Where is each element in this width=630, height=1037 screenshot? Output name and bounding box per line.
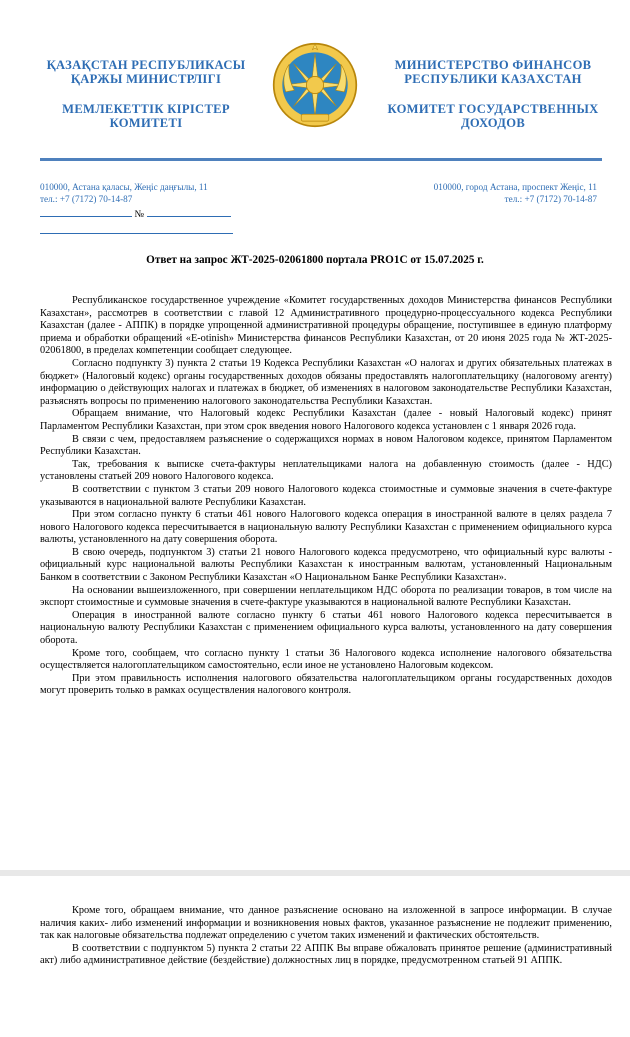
paragraph: Операция в иностранной валюте согласно пункту 6 статьи 461 нового Налогового кодекса пересчитывается в национальную валюту Республики Казахстан с применением официального курса валюты, установленного на дату совершения оборота. — [40, 609, 612, 647]
paragraph: В соответствии с пунктом 3 статьи 209 нового Налогового кодекса стоимостные и суммовые значения в счете-фактуре указываются в национальной валюте Республики Казахстан. — [40, 483, 612, 508]
registration-extra-blank — [40, 233, 233, 234]
paragraph: На основании вышеизложенного, при совершении неплательщиком НДС оборота по реализации товаров, в том числе на экспорт стоимостные и суммовые значения в счете-фактуре указываются в национальной валюте Республики Казахстан. — [40, 584, 612, 609]
address-left — [40, 181, 208, 205]
address-right — [434, 181, 597, 205]
paragraph: Обращаем внимание, что Налоговый кодекс Республики Казахстан (далее - новый Налоговый кодекс) принят Парламентом Республики Казахстан, при этом срок введения нового Налогового кодекса установлен с 1 января 2026 года. — [40, 408, 612, 432]
address-right-line1: 010000, город Астана, проспект Жеңіс, 11 — [433, 182, 597, 192]
header-right-line2: РЕСПУБЛИКИ КАЗАХСТАН — [404, 72, 582, 86]
header-left-kazakh — [30, 58, 262, 130]
registration-date-blank — [40, 206, 132, 217]
header-right-russian — [362, 58, 624, 130]
document-body-page1 — [40, 295, 612, 698]
paragraph: Республиканское государственное учреждение «Комитет государственных доходов Министерства финансов Республики Казахстан», рассмотрев в соответствии с главой 12 Административного процедурно-процессуального кодекса Республики Казахстан (далее - АППК) в порядке упрощенной административной процедуры обращение, поступившее в единую платформу приема и обработки обращений «E-otinish» Министерства финансов Республики Казахстан, от 20 июня 2025 года № ЖТ-2025-02061800, в пределах компетенции сообщает следующее. — [40, 295, 612, 357]
paragraph: Кроме того, сообщаем, что согласно пункту 1 статьи 36 Налогового кодекса исполнение налогового обязательства осуществляется налогоплательщиком самостоятельно, если иное не установлено Налоговым кодексом. — [40, 647, 612, 672]
kazakhstan-emblem-icon — [272, 42, 358, 128]
registration-number-blank — [147, 206, 231, 217]
paragraph: В соответствии с подпунктом 5) пункта 2 статьи 22 АППК Вы вправе обжаловать принятое решение (административный акт) либо административное действие (бездействие) должностных лиц в порядке, предусмотренном статьей 91 АППК. — [40, 942, 612, 967]
paragraph: Так, требования к выписке счета-фактуры неплательщиками налога на добавленную стоимость (далее - НДС) установлены статьей 209 нового Налогового кодекса. — [40, 458, 612, 483]
header-right-line1: МИНИСТЕРСТВО ФИНАНСОВ — [394, 58, 592, 72]
number-sign: № — [134, 209, 145, 220]
registration-number-line — [40, 206, 231, 220]
header-divider — [40, 158, 602, 161]
header-left-line2: ҚАРЖЫ МИНИСТРЛІГІ — [70, 72, 222, 86]
paragraph: При этом правильность исполнения налогового обязательства налогоплательщиком органы государственных доходов могут проверить только в рамках осуществления налогового контроля. — [40, 672, 612, 697]
address-left-line2: тел.: +7 (7172) 70-14-87 — [40, 194, 133, 204]
header-right-line4: ДОХОДОВ — [460, 116, 526, 130]
paragraph: Кроме того, обращаем внимание, что данное разъяснение основано на изложенной в запросе информации. В случае наличия каких- либо изменений информации и возникновения новых фактов, указанное разъяснение не подлежит применению, так как налоговые обязательства подлежат определению с учетом таких изменений и фактических обстоятельств. — [40, 905, 612, 942]
document-body-page2 — [40, 905, 612, 968]
header-left-line4: КОМИТЕТІ — [109, 116, 183, 130]
header-left-line3: МЕМЛЕКЕТТІК КІРІСТЕР — [62, 102, 230, 116]
header-right-line3: КОМИТЕТ ГОСУДАРСТВЕННЫХ — [387, 102, 599, 116]
paragraph: В связи с чем, предоставляем разъяснение о содержащихся нормах в новом Налоговом кодексе, принятом Парламентом Республики Казахстан. — [40, 433, 612, 458]
paragraph: Согласно подпункту 3) пункта 2 статьи 19 Кодекса Республики Казахстан «О налогах и других обязательных платежах в бюджет» (Налоговый кодекс) органы государственных доходов обязаны предоставлять налогоплательщику (налоговому агенту) информацию о действующих налогах и платежах в бюджет, об изменениях в налоговом законодательстве Республики Казахстан, разъяснять вопросы по применению налогового законодательства Республики Казахстан. — [40, 357, 612, 407]
paragraph: При этом согласно пункту 6 статьи 461 нового Налогового кодекса операция в иностранной валюте в целях раздела 7 нового Налогового кодекса пересчитывается в национальную валюту Республики Казахстан с применением официального курса валюты, установленного на дату совершения оборота. — [40, 509, 612, 546]
header-left-line1: ҚАЗАҚСТАН РЕСПУБЛИКАСЫ — [46, 58, 246, 72]
address-right-line2: тел.: +7 (7172) 70-14-87 — [504, 194, 597, 204]
paragraph: В свою очередь, подпунктом 3) статьи 21 нового Налогового кодекса предусмотрено, что официальный курс валюты - официальный курс национальной валюты Республики Казахстан к иностранным валютам, установленный Национальным Банком в соответствии с Законом Республики Казахстан «О Национальном Банке Республики Казахстан». — [40, 546, 612, 584]
document-title: Ответ на запрос ЖТ-2025-02061800 портала PRO1C от 15.07.2025 г. — [146, 254, 484, 266]
address-left-line1: 010000, Астана қаласы, Жеңіс даңғылы, 11 — [40, 182, 208, 192]
